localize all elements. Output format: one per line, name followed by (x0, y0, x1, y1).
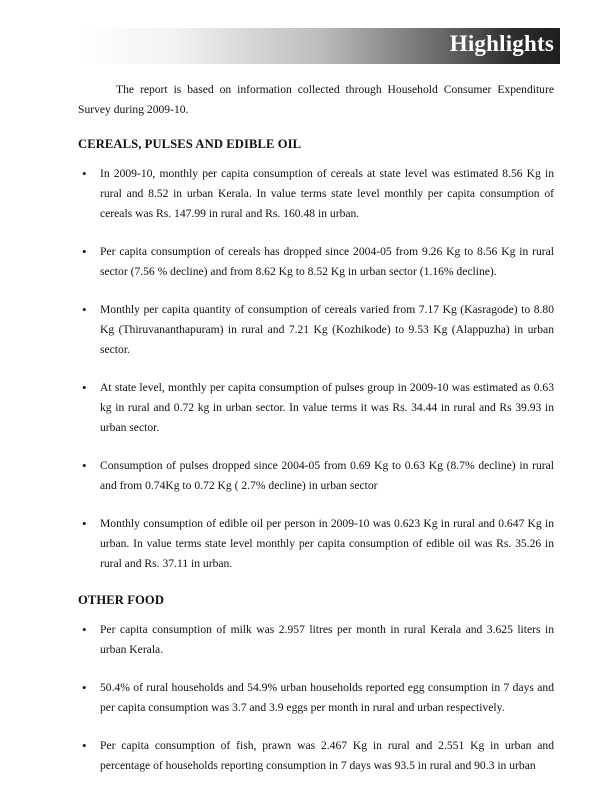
list-item: • Monthly per capita quantity of consumption of cereals varied from 7.17 Kg (Kasragode) to 8.80 Kg (Thiruvananthapuram) in rural and 7.21 Kg (Kozhikode) to 9.53 Kg (Alappuzha) in urban sector. (78, 300, 554, 360)
section-title-cereals: CEREALS, PULSES AND EDIBLE OIL (78, 137, 302, 151)
other-food-bullet-list (78, 620, 554, 776)
list-item: • Per capita consumption of fish, prawn was 2.467 Kg in rural and 2.551 Kg in urban and percentage of households reporting consumption in 7 days was 93.5 in rural and 90.3 in urban (78, 736, 554, 776)
cereals-bullet-list (78, 164, 554, 574)
list-item: • Consumption of pulses dropped since 2004-05 from 0.69 Kg to 0.63 Kg (8.7% decline) in rural and from 0.74Kg to 0.72 Kg ( 2.7% decline) in urban sector (78, 456, 554, 496)
list-item: • At state level, monthly per capita consumption of pulses group in 2009-10 was estimated as 0.63 kg in rural and 0.72 kg in urban sector. In value terms it was Rs. 34.44 in rural and Rs 39.93 in urban sector. (78, 378, 554, 438)
list-item: • In 2009-10, monthly per capita consumption of cereals at state level was estimated 8.56 Kg in rural and 8.52 in urban Kerala. In value terms state level monthly per capita consumption of cereals was Rs. 147.99 in rural and Rs. 160.48 in urban. (78, 164, 554, 224)
page-title: Highlights (449, 31, 554, 56)
document-body (78, 80, 554, 794)
list-item: • 50.4% of rural households and 54.9% urban households reported egg consumption in 7 days and per capita consumption was 3.7 and 3.9 eggs per month in rural and urban respectively. (78, 678, 554, 718)
list-item: • Per capita consumption of milk was 2.957 litres per month in rural Kerala and 3.625 liters in urban Kerala. (78, 620, 554, 660)
list-item: • Monthly consumption of edible oil per person in 2009-10 was 0.623 Kg in rural and 0.647 Kg in urban. In value terms state level monthly per capita consumption of edible oil was Rs. 35.26 in rural and Rs. 37.11 in urban. (78, 514, 554, 574)
intro-paragraph: The report is based on information collected through Household Consumer Expenditure Survey during 2009-10. (78, 83, 554, 116)
section-title-other-food: OTHER FOOD (78, 593, 165, 607)
highlights-banner (80, 28, 560, 64)
list-item: • Per capita consumption of cereals has dropped since 2004-05 from 9.26 Kg to 8.56 Kg in rural sector (7.56 % decline) and from 8.62 Kg to 8.52 Kg in urban sector (1.16% decline). (78, 242, 554, 282)
